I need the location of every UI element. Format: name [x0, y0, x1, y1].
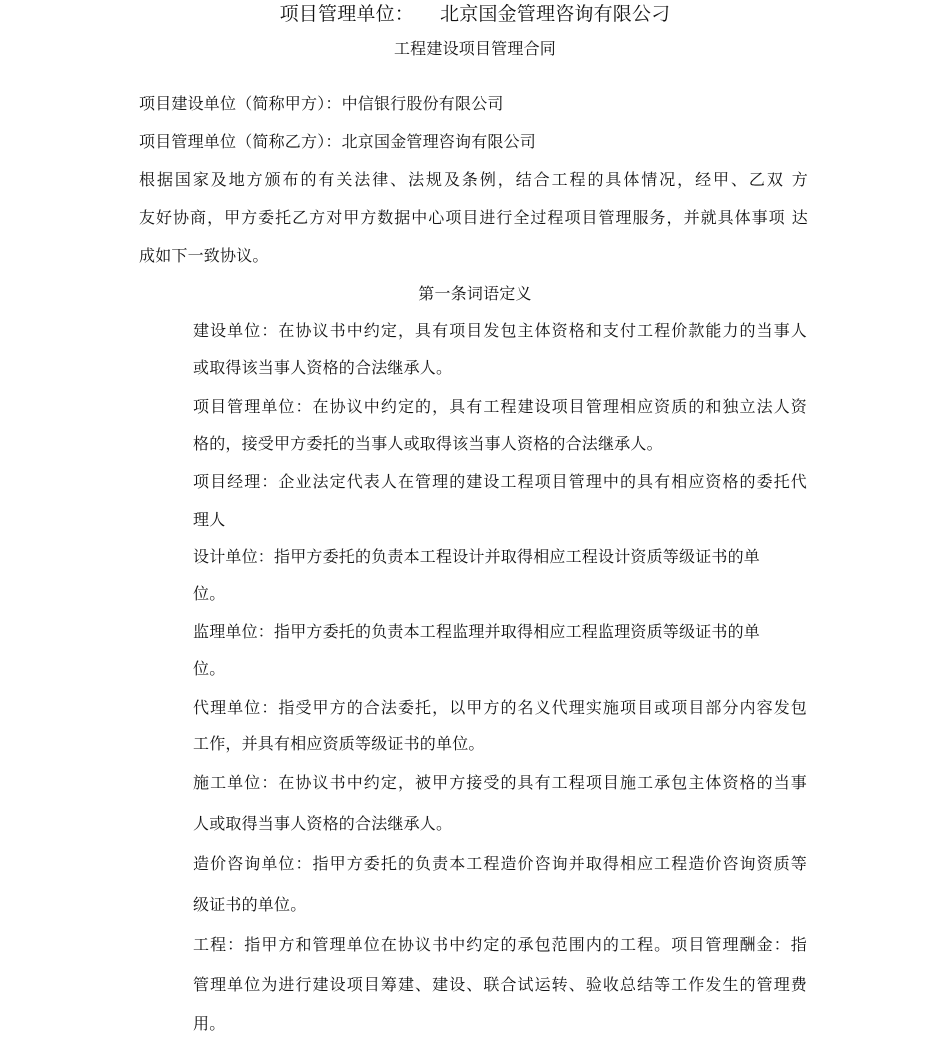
contract-title: 工程建设项目管理合同: [393, 39, 556, 58]
definition-line: 或取得该当事人资格的合法继承人。: [193, 358, 453, 377]
definition-line: 用。: [193, 1014, 226, 1033]
definition-line: 建设单位：在协议书中约定，具有项目发包主体资格和支付工程价款能力的当事人: [193, 321, 807, 340]
party-b: 项目管理单位（简称乙方）：北京国金管理咨询有限公司: [139, 132, 537, 151]
preamble-line-2: 友好协商，甲方委托乙方对甲方数据中心项目进行全过程项目管理服务，并就具体事项 达: [139, 208, 808, 227]
definition-line: 理人: [193, 510, 226, 529]
definition-line: 项目管理单位：在协议中约定的，具有工程建设项目管理相应资质的和独立法人资: [193, 397, 807, 416]
definition-line: 工作，并具有相应资质等级证书的单位。: [193, 734, 485, 753]
definition-line: 监理单位：指甲方委托的负责本工程监理并取得相应工程监理资质等级证书的单: [193, 622, 761, 641]
definition-line: 级证书的单位。: [193, 895, 307, 914]
definition-line: 位。: [193, 584, 226, 603]
definition-line: 项目经理：企业法定代表人在管理的建设工程项目管理中的具有相应资格的委托代: [193, 472, 807, 491]
header-company: 北京国金管理咨询有限公刁: [440, 3, 671, 25]
definition-line: 位。: [193, 659, 226, 678]
party-a: 项目建设单位（简称甲方）：中信银行股份有限公司: [139, 94, 504, 113]
document-header: [0, 2, 950, 26]
header-label: 项目管理单位：: [279, 3, 414, 25]
preamble-line-1: 根据国家及地方颁布的有关法律、法规及条例，结合工程的具体情况，经甲、乙双 方: [139, 170, 808, 189]
definition-line: 管理单位为进行建设项目筹建、建设、联合试运转、验收总结等工作发生的管理费: [193, 975, 807, 994]
definition-line: 施工单位：在协议书中约定，被甲方接受的具有工程项目施工承包主体资格的当事: [193, 773, 807, 792]
definition-line: 设计单位：指甲方委托的负责本工程设计并取得相应工程设计资质等级证书的单: [193, 547, 761, 566]
definition-line: 工程：指甲方和管理单位在协议书中约定的承包范围内的工程。项目管理酬金：指: [193, 935, 807, 954]
preamble-line-3: 成如下一致协议。: [139, 246, 269, 265]
section-heading: 第一条词语定义: [418, 284, 532, 303]
definition-line: 造价咨询单位：指甲方委托的负责本工程造价咨询并取得相应工程造价咨询资质等: [193, 854, 807, 873]
definition-line: 代理单位：指受甲方的合法委托，以甲方的名义代理实施项目或项目部分内容发包: [193, 698, 807, 717]
definition-line: 格的，接受甲方委托的当事人或取得该当事人资格的合法继承人。: [193, 434, 663, 453]
definition-line: 人或取得当事人资格的合法继承人。: [193, 814, 453, 833]
